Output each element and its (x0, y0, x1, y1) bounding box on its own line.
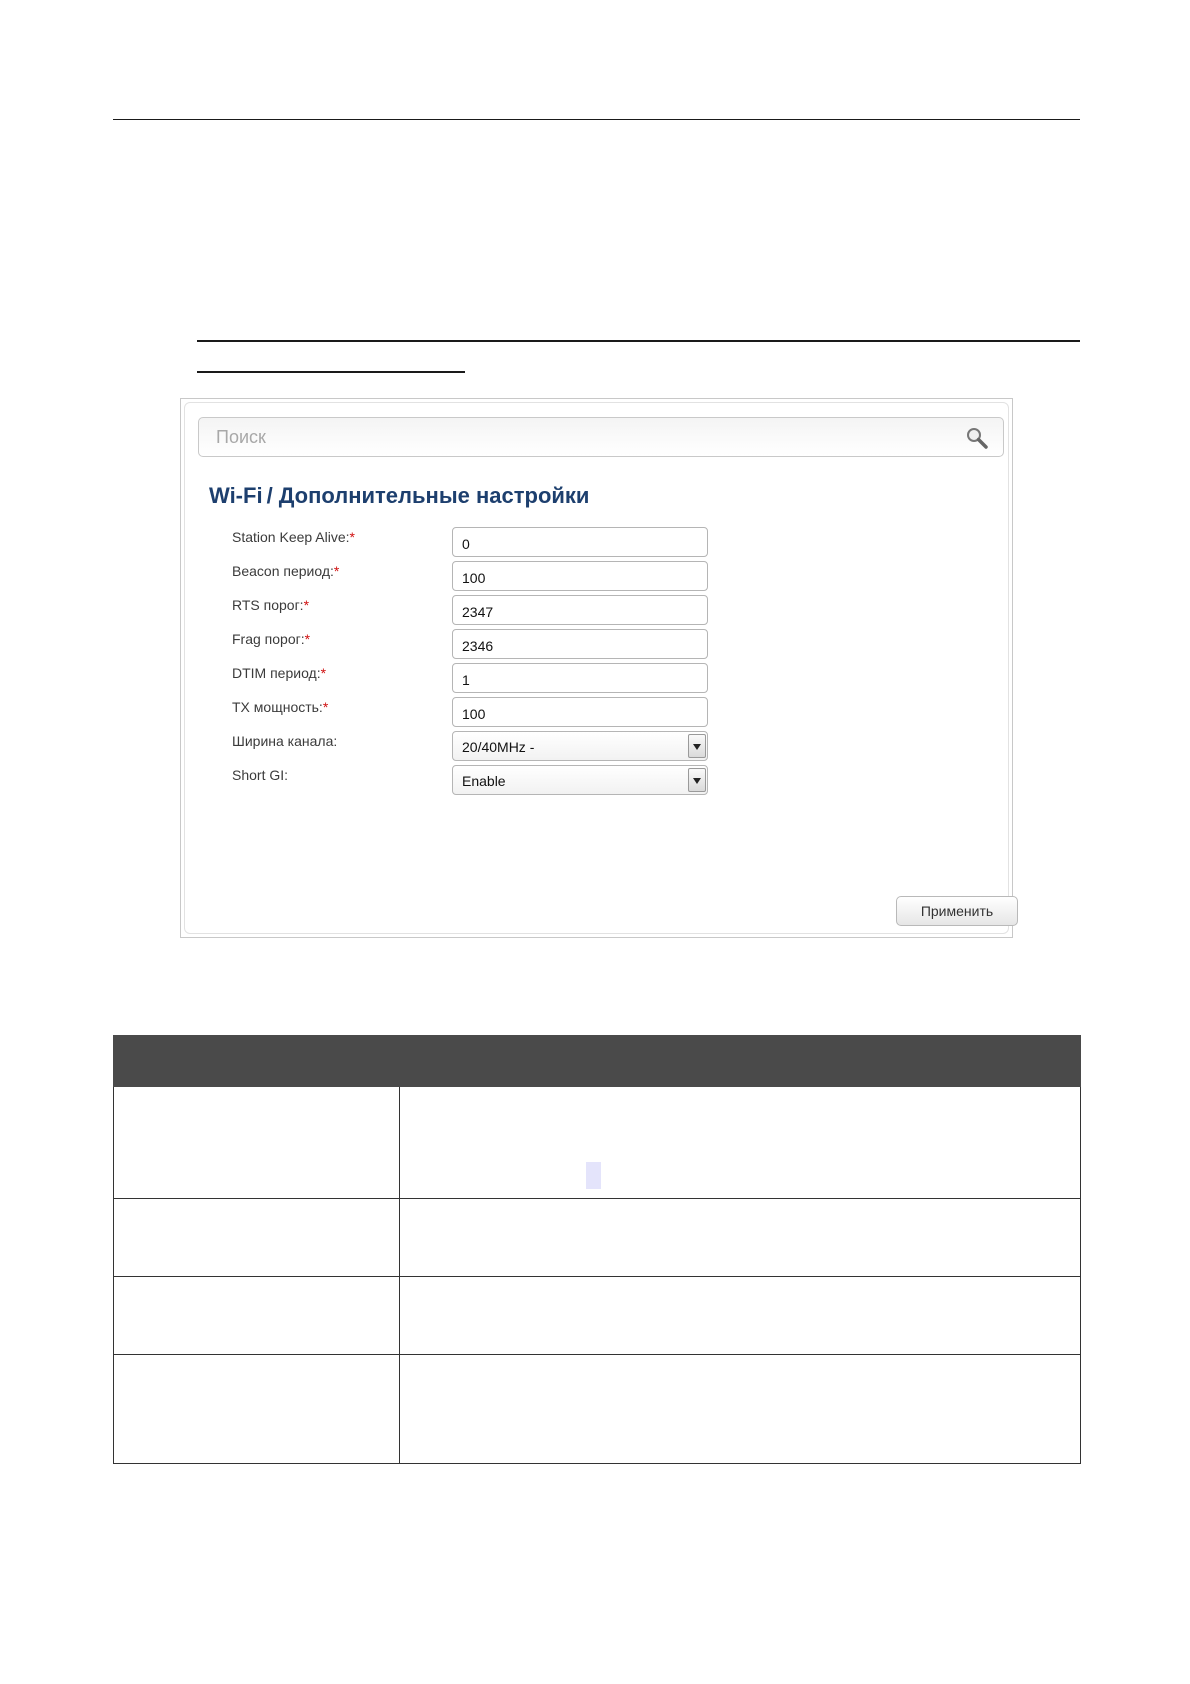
table-row (114, 1199, 1081, 1277)
field-label: DTIM период:* (232, 665, 327, 681)
form-row-station-keep-alive (232, 527, 792, 557)
station-keep-alive-field[interactable] (452, 527, 708, 557)
field-label: Ширина канала: (232, 733, 338, 749)
settings-panel (184, 402, 1009, 934)
search-icon[interactable] (965, 426, 989, 450)
text-highlight (586, 1162, 601, 1189)
channel-width-select[interactable] (452, 731, 708, 761)
apply-button[interactable]: Применить (896, 896, 1018, 926)
table-cell (400, 1355, 1081, 1464)
table-row (114, 1277, 1081, 1355)
search-bar (198, 417, 1004, 457)
breadcrumb-current: Дополнительные настройки (278, 483, 590, 508)
beacon-period-field[interactable] (452, 561, 708, 591)
rts-threshold-field[interactable] (452, 595, 708, 625)
chevron-down-icon[interactable] (688, 734, 706, 758)
field-label: Short GI: (232, 767, 289, 783)
tx-power-field[interactable] (452, 697, 708, 727)
settings-screenshot (180, 398, 1013, 938)
form-row-short-gi (232, 765, 792, 795)
breadcrumb-section[interactable]: Wi-Fi (209, 483, 263, 508)
form-row-dtim-period (232, 663, 792, 693)
field-label: Beacon период:* (232, 563, 340, 579)
field-label: TX мощность:* (232, 699, 329, 715)
field-label: Frag порог:* (232, 631, 311, 647)
page-title (209, 483, 589, 509)
field-label: RTS порог:* (232, 597, 310, 613)
required-mark: * (320, 665, 327, 681)
required-mark: * (322, 699, 329, 715)
parameters-table (113, 1035, 1081, 1464)
select-value: Enable (462, 773, 506, 789)
table-row (114, 1087, 1081, 1199)
table-header-cell (114, 1036, 400, 1087)
table-cell (114, 1087, 400, 1199)
table-header-cell (400, 1036, 1081, 1087)
required-mark: * (349, 529, 355, 545)
form-row-channel-width (232, 731, 792, 761)
table-row (114, 1355, 1081, 1464)
table-cell (114, 1355, 400, 1464)
short-gi-select[interactable] (452, 765, 708, 795)
table-cell (400, 1199, 1081, 1277)
table-cell (114, 1199, 400, 1277)
form-row-tx-power (232, 697, 792, 727)
table-cell (114, 1277, 400, 1355)
select-value: 20/40MHz - (462, 739, 535, 755)
search-input[interactable] (200, 419, 940, 455)
link-underline (197, 340, 1080, 342)
form-row-frag-threshold (232, 629, 792, 659)
table-header-row (114, 1036, 1081, 1087)
header-rule (113, 119, 1080, 120)
required-mark: * (304, 631, 311, 647)
form-row-rts-threshold (232, 595, 792, 625)
frag-threshold-field[interactable] (452, 629, 708, 659)
form-row-beacon-period (232, 561, 792, 591)
breadcrumb-separator: / (266, 483, 273, 508)
table-cell (400, 1087, 1081, 1199)
table-cell (400, 1277, 1081, 1355)
required-mark: * (303, 597, 310, 613)
dtim-period-field[interactable] (452, 663, 708, 693)
link-underline (197, 371, 465, 373)
chevron-down-icon[interactable] (688, 768, 706, 792)
field-label: Station Keep Alive:* (232, 529, 355, 545)
required-mark: * (333, 563, 340, 579)
